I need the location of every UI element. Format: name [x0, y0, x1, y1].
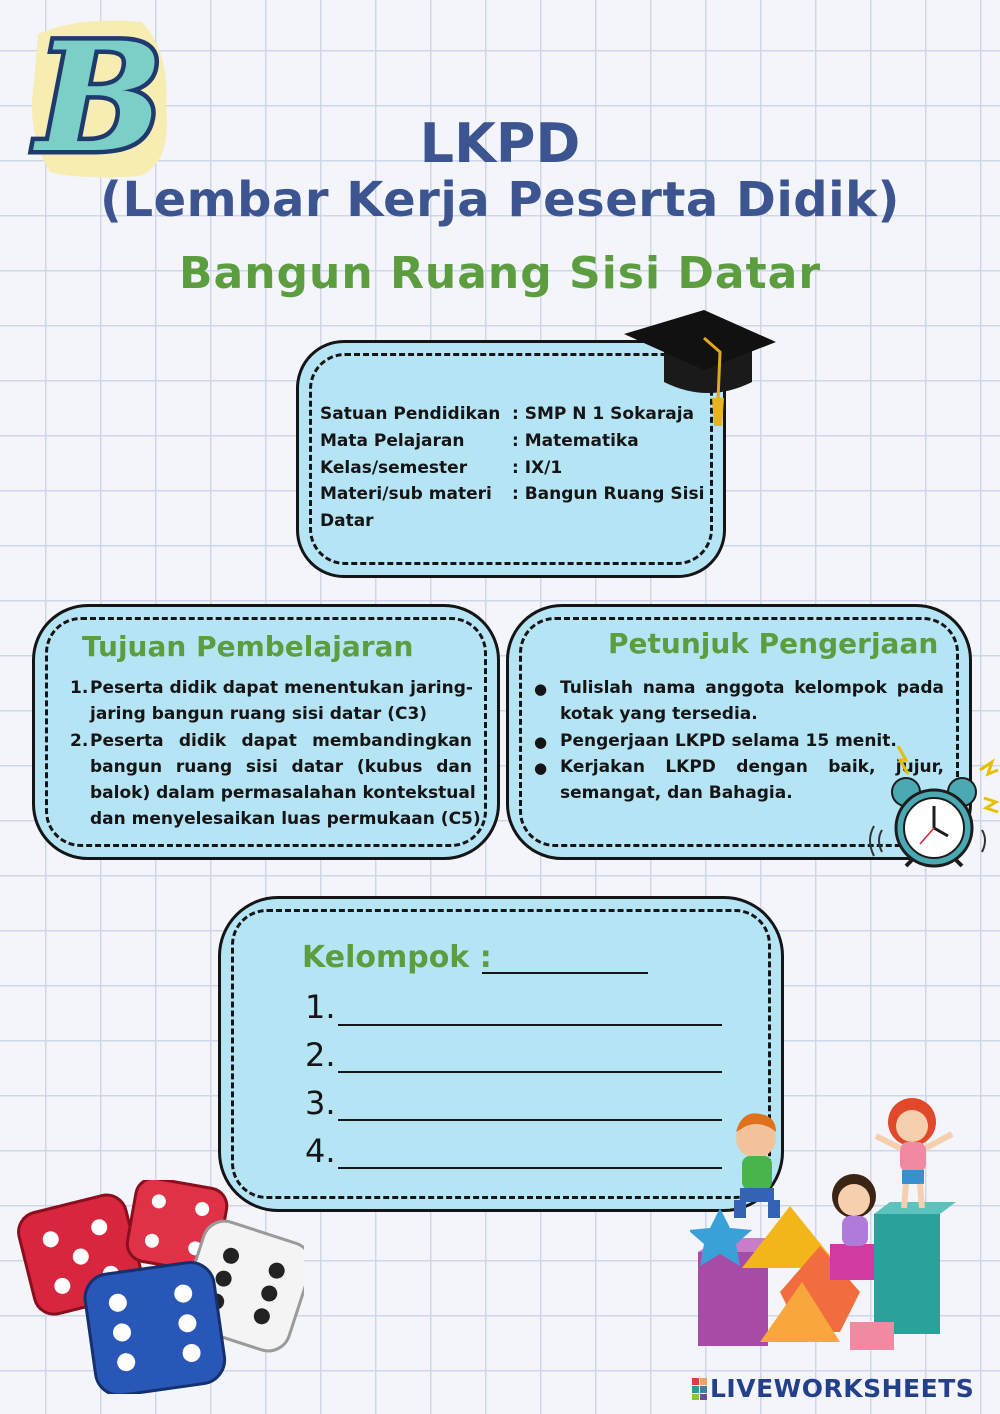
- instruction-line: Pengerjaan LKPD selama 15 menit.: [560, 731, 897, 751]
- instruction-line: Kerjakan LKPD dengan baik, jujur,: [560, 757, 944, 777]
- identity-value: : IX/1: [512, 458, 563, 478]
- member-name-line[interactable]: [338, 1071, 722, 1073]
- page-title-full: (Lembar Kerja Peserta Didik): [100, 172, 900, 228]
- member-number: 2.: [305, 1036, 336, 1074]
- objective-line: balok) dalam permasalahan kontekstual: [90, 783, 476, 803]
- identity-label: Kelas/semester: [320, 458, 468, 478]
- objective-line: Peserta didik dapat menentukan jaring-: [90, 678, 473, 698]
- member-number: 3.: [305, 1084, 336, 1122]
- objective-number: 2.: [70, 731, 89, 751]
- bullet-icon: ●: [534, 680, 548, 698]
- graduation-cap-icon: [620, 308, 780, 438]
- identity-value: : Matematika: [512, 431, 639, 451]
- dice-icon: [14, 1180, 304, 1394]
- liveworksheets-brand: LIVEWORKSHEETS: [710, 1374, 975, 1403]
- identity-label: Satuan Pendidikan: [320, 404, 501, 424]
- instruction-line: semangat, dan Bahagia.: [560, 783, 793, 803]
- objective-number: 1.: [70, 678, 89, 698]
- group-name-line[interactable]: [482, 972, 648, 974]
- identity-value: : Bangun Ruang Sisi: [512, 484, 705, 504]
- alarm-clock-icon: [868, 740, 1000, 868]
- kids-with-shapes-icon: [690, 1096, 980, 1368]
- instruction-line: kotak yang tersedia.: [560, 704, 758, 724]
- instructions-heading: Petunjuk Pengerjaan: [608, 627, 939, 660]
- objective-line: dan menyelesaikan luas permukaan (C5): [90, 809, 481, 829]
- member-name-line[interactable]: [338, 1024, 722, 1026]
- logo-letter: B: [36, 12, 164, 182]
- objective-line: Peserta didik dapat membandingkan: [90, 731, 472, 751]
- member-number: 1.: [305, 988, 336, 1026]
- liveworksheets-icon: [692, 1378, 708, 1400]
- identity-continuation: Datar: [320, 511, 374, 531]
- member-number: 4.: [305, 1132, 336, 1170]
- objectives-heading: Tujuan Pembelajaran: [82, 630, 414, 663]
- group-label: Kelompok :: [302, 940, 492, 975]
- page-title: LKPD: [419, 112, 581, 175]
- bullet-icon: ●: [534, 759, 548, 777]
- identity-value: : SMP N 1 Sokaraja: [512, 404, 695, 424]
- bullet-icon: ●: [534, 733, 548, 751]
- objective-line: jaring bangun ruang sisi datar (C3): [90, 704, 428, 724]
- member-name-line[interactable]: [338, 1167, 722, 1169]
- identity-label: Materi/sub materi: [320, 484, 492, 504]
- instruction-line: Tulislah nama anggota kelompok pada: [560, 678, 944, 698]
- objective-line: bangun ruang sisi datar (kubus dan: [90, 757, 472, 777]
- member-name-line[interactable]: [338, 1119, 722, 1121]
- page-subtitle: Bangun Ruang Sisi Datar: [178, 248, 822, 299]
- identity-label: Mata Pelajaran: [320, 431, 465, 451]
